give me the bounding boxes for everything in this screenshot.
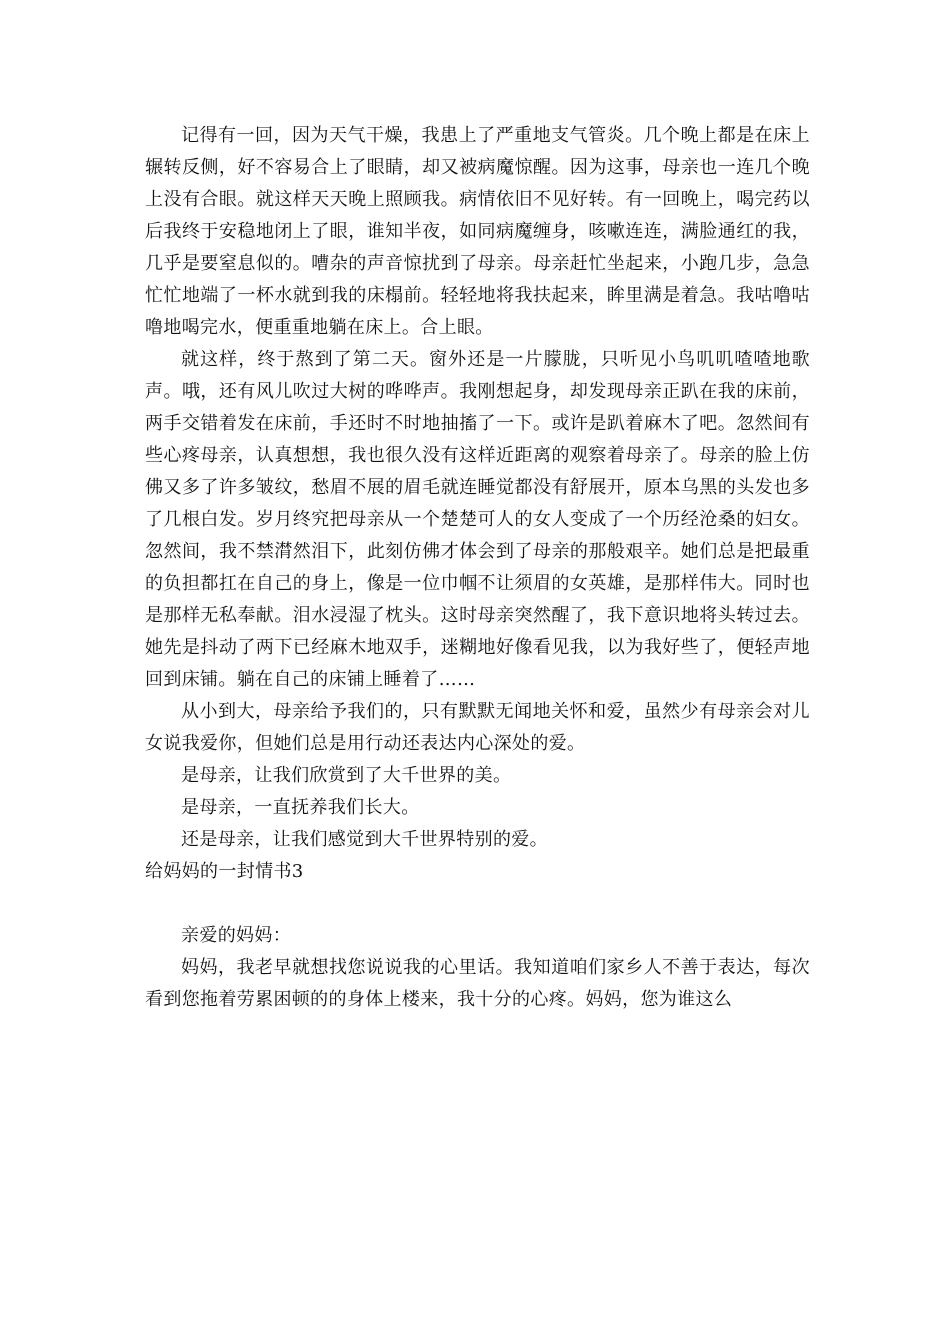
paragraph-special-love: 还是母亲，让我们感觉到大千世界特别的爱。 — [181, 829, 548, 850]
section-heading: 给妈妈的一封情书3 — [145, 861, 304, 882]
blank-line — [145, 888, 810, 920]
letter-paragraph: 妈妈，我老早就想找您说说我的心里话。我知道咱们家乡人不善于表达，每次看到您拖着劳累困顿的的身体上楼来，我十分的心疼。妈妈，您为谁这么 — [145, 957, 810, 1010]
paragraph-love: 从小到大，母亲给予我们的，只有默默无闻地关怀和爱，虽然少有母亲会对儿女说我爱你，但她们总是用行动还表达内心深处的爱。 — [145, 701, 810, 754]
paragraph-illness: 记得有一回，因为天气干燥，我患上了严重地支气管炎。几个晚上都是在床上辗转反侧，好不容易合上了眼睛，却又被病魔惊醒。因为这事，母亲也一连几个晚上没有合眼。就这样天天晚上照顾我。病情依旧不见好转。有一回晚上，喝完药以后我终于安稳地闭上了眼，谁知半夜，如同病魔缠身，咳嗽连连，满脸通红的我，几乎是要窒息似的。嘈杂的声音惊扰到了母亲。母亲赶忙坐起来，小跑几步，急急忙忙地端了一杯水就到我的床榻前。轻轻地将我扶起来，眸里满是着急。我咕噜咕噜地喝完水，便重重地躺在床上。合上眼。 — [145, 125, 810, 338]
paragraph-raising: 是母亲，一直抚养我们长大。 — [181, 797, 420, 818]
letter-salutation: 亲爱的妈妈： — [181, 925, 292, 946]
document-body — [145, 120, 810, 1016]
paragraph-beauty: 是母亲，让我们欣赏到了大千世界的美。 — [181, 765, 512, 786]
paragraph-next-day: 就这样，终于熬到了第二天。窗外还是一片朦胧，只听见小鸟叽叽喳喳地歌声。哦，还有风儿吹过大树的哗哗声。我刚想起身，却发现母亲正趴在我的床前，两手交错着发在床前，手还时不时地抽搐了一下。或许是趴着麻木了吧。忽然间有些心疼母亲，认真想想，我也很久没有这样近距离的观察着母亲了。母亲的脸上仿佛又多了许多皱纹，愁眉不展的眉毛就连睡觉都没有舒展开，原本乌黑的头发也多了几根白发。岁月终究把母亲从一个楚楚可人的女人变成了一个历经沧桑的妇女。忽然间，我不禁潸然泪下，此刻仿佛才体会到了母亲的那般艰辛。她们总是把最重的负担都扛在自己的身上，像是一位巾帼不让须眉的女英雄，是那样伟大。同时也是那样无私奉献。泪水浸湿了枕头。这时母亲突然醒了，我下意识地将头转过去。她先是抖动了两下已经麻木地双手，迷糊地好像看见我，以为我好些了，便轻声地回到床铺。躺在自己的床铺上睡着了…… — [145, 349, 810, 690]
